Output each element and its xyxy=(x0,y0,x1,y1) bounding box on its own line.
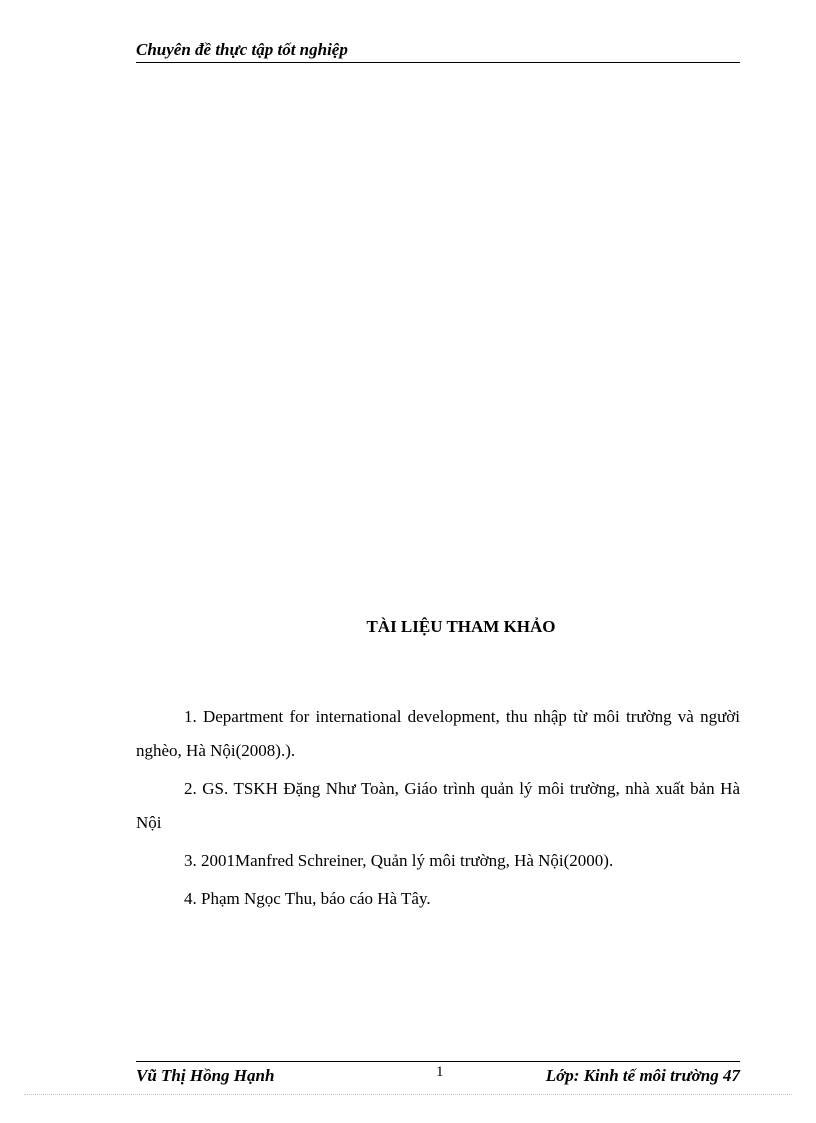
reference-item: 1. Department for international development, thu nhập từ môi trường và người nghèo, Hà Nội(2008).). xyxy=(136,707,740,760)
page-footer xyxy=(136,1061,740,1088)
references-heading: TÀI LIỆU THAM KHẢO xyxy=(366,617,556,636)
reference-item: 3. 2001Manfred Schreiner, Quản lý môi trường, Hà Nội(2000). xyxy=(184,851,614,870)
page-header xyxy=(136,40,740,63)
page-number: 1 xyxy=(436,1064,444,1080)
reference-item: 2. GS. TSKH Đặng Như Toàn, Giáo trình quản lý môi trường, nhà xuất bản Hà Nội xyxy=(136,779,740,832)
page-edge-divider xyxy=(24,1094,792,1095)
reference-item: 4. Phạm Ngọc Thu, báo cáo Hà Tây. xyxy=(184,889,431,908)
header-title: Chuyên đề thực tập tốt nghiệp xyxy=(136,40,348,59)
reference-list xyxy=(136,700,740,920)
footer-author: Vũ Thị Hồng Hạnh xyxy=(136,1066,275,1085)
footer-class: Lớp: Kinh tế môi trường 47 xyxy=(545,1066,740,1085)
